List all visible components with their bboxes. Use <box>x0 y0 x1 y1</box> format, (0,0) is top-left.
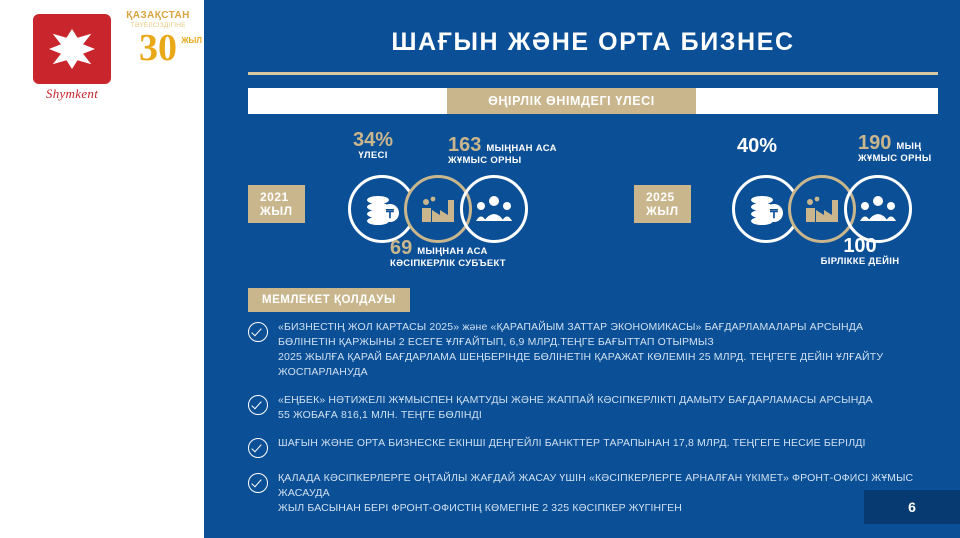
bullet-line: 2025 ЖЫЛҒА ҚАРАЙ БАҒДАРЛАМА ШЕҢБЕРІНДЕ БӨЛІНЕТІН ҚАРАЖАТ КӨЛЕМІН 25 МЛРД. ТЕҢГЕГЕ ДЕЙІН ҰЛҒАЙТУ ЖОСПАРЛАНУДА <box>278 351 884 378</box>
jobs-label-2025 <box>858 133 958 164</box>
panel-divider <box>204 0 219 538</box>
year-badge-2021: 2021 ЖЫЛ <box>248 185 305 223</box>
svg-text:₸: ₸ <box>386 207 394 221</box>
bullet-line: ЖЫЛ БАСЫНАН БЕРІ ФРОНТ-ОФИСТІҢ КӨМЕГІНЕ 2 325 КӘСІПКЕР ЖҮГІНГЕН <box>278 502 682 514</box>
support-badge: МЕМЛЕКЕТ ҚОЛДАУЫ <box>248 288 410 312</box>
bullet-text-group <box>278 320 938 380</box>
bullet-line: 55 ЖОБАҒА 816,1 МЛН. ТЕҢГЕ БӨЛІНДІ <box>278 409 482 421</box>
anniversary-number: 30 <box>139 27 177 69</box>
bullet-text-group <box>278 436 866 458</box>
page-number-strip <box>864 490 960 524</box>
support-bullet-list <box>248 320 938 529</box>
workers-icon <box>460 175 528 243</box>
subjects-sublabel2-2021: КӘСІПКЕРЛІК СУБЪЕКТ <box>390 258 506 269</box>
bullet-text-group <box>278 393 873 423</box>
bullet-line: «ЕҢБЕК» НӘТИЖЕЛІ ЖҰМЫСПЕН ҚАМТУДЫ ЖӘНЕ ЖАППАЙ КӘСІПКЕРЛІКТІ ДАМЫТУ БАҒДАРЛАМАСЫ АРСЫНДА <box>278 394 873 406</box>
bullet-line: ШАҒЫН ЖӘНЕ ОРТА БИЗНЕСКЕ ЕКІНШІ ДЕҢГЕЙЛІ БАНКТТЕР ТАРАПЫНАН 17,8 МЛРД. ТЕҢГЕГЕ НЕСИЕ БЕРІЛДІ <box>278 437 866 449</box>
jobs-sublabel1-2021: МЫҢНАН АСА <box>486 143 557 154</box>
jobs-label-2021 <box>448 135 578 166</box>
page-title: ШАҒЫН ЖӘНЕ ОРТА БИЗНЕС <box>391 28 795 56</box>
anniversary-mark <box>110 10 206 67</box>
check-icon <box>248 473 268 493</box>
subjects-value-2021: 69 <box>390 237 413 259</box>
title-underline <box>248 72 938 75</box>
year-badge-2025: 2025 ЖЫЛ <box>634 185 691 223</box>
anniversary-top-text: ҚАЗАҚСТАН <box>126 10 190 21</box>
jobs-sublabel2-2025: ЖҰМЫС ОРНЫ <box>858 153 932 164</box>
logo-brand-text: Shymkent <box>45 86 99 101</box>
page-number: 6 <box>908 499 916 515</box>
share-sublabel-2021: ҮЛЕСІ <box>358 150 388 161</box>
subjects-sublabel1-2021: МЫҢНАН АСА <box>417 246 488 257</box>
list-item <box>248 320 938 380</box>
left-logo-panel <box>0 0 219 538</box>
anniversary-sub-text: ТӘУЕЛСІЗДІГІНЕ <box>130 22 186 29</box>
jobs-sublabel2-2021: ЖҰМЫС ОРНЫ <box>448 155 522 166</box>
share-label-2025 <box>722 136 792 156</box>
bird-icon <box>49 29 95 69</box>
list-item <box>248 471 938 516</box>
subjects-value-2025: 100 <box>843 235 877 257</box>
check-icon <box>248 395 268 415</box>
jobs-value-2025: 190 <box>858 132 892 154</box>
share-label-2021 <box>338 130 408 161</box>
check-icon <box>248 438 268 458</box>
subjects-label-2021 <box>390 238 620 269</box>
workers-icon <box>844 175 912 243</box>
bullet-line: «БИЗНЕСТІҢ ЖОЛ КАРТАСЫ 2025» және «ҚАРАПАЙЫМ ЗАТТАР ЭКОНОМИКАСЫ» БАҒДАРЛАМАЛАРЫ АРСЫНДА <box>278 321 864 333</box>
ribbon-label: ӨҢІРЛІК ӨНІМДЕГІ ҮЛЕСІ <box>447 88 696 114</box>
subjects-sublabel2-2025: БІРЛІККЕ ДЕЙІН <box>820 256 900 267</box>
city-logo <box>22 14 122 102</box>
svg-text:₸: ₸ <box>770 207 778 221</box>
share-value-2021: 34% <box>352 129 394 151</box>
shymkent-emblem-icon <box>33 14 111 84</box>
bullet-text-group <box>278 471 938 516</box>
list-item <box>248 436 938 458</box>
jobs-value-2021: 163 <box>448 134 482 156</box>
subjects-label-2025 <box>770 236 950 267</box>
share-value-2025: 40% <box>736 135 778 157</box>
bullet-line: БӨЛІНЕТІН ҚАРЖЫНЫ 2 ЕСЕГЕ ҰЛҒАЙТЫП, 6,9 МЛРД.ТЕҢГЕ БАҒЫТТАП ОТЫРМЫЗ <box>278 336 714 348</box>
list-item <box>248 393 938 423</box>
bullet-line: ҚАЛАДА КӘСІПКЕРЛЕРГЕ ОҢТАЙЛЫ ЖАҒДАЙ ЖАСАУ ҮШІН «КӘСІПКЕРЛЕРГЕ АРНАЛҒАН ҮКІМЕТ» ФРОНТ-ОФИСІ ЖҰМЫС ЖАСАУДА <box>278 472 914 499</box>
jobs-sublabel1-2025: МЫҢ <box>896 141 922 152</box>
check-icon <box>248 322 268 342</box>
anniversary-year-label: ЖЫЛ <box>181 36 202 45</box>
